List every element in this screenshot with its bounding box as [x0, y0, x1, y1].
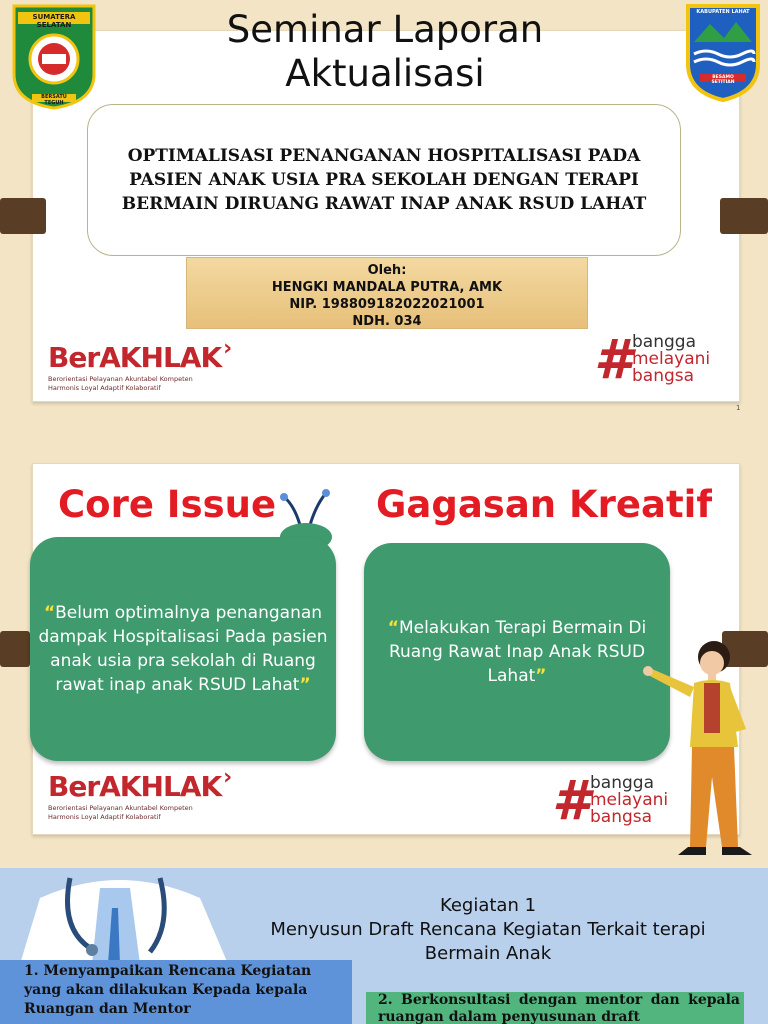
slide-title: Seminar Laporan Aktualisasi: [226, 8, 544, 95]
berakhlak-wordmark: BerAKHLAK: [48, 341, 222, 374]
author-name: HENGKI MANDALA PUTRA, AMK: [271, 280, 503, 295]
sumsel-emblem-logo: [12, 4, 96, 110]
bangga-word-3: bangsa: [590, 807, 653, 827]
author-nip: NIP. 198809182022021001: [289, 297, 485, 312]
doctor-illustration: [0, 868, 240, 964]
author-ndh: NDH. 034: [352, 314, 422, 329]
core-issue-heading: Core Issue: [58, 483, 277, 526]
bangga-melayani-logo: [594, 328, 734, 392]
right-clip: [720, 198, 768, 234]
bangga-word-2: melayani: [590, 790, 669, 810]
page-number: 1: [736, 404, 741, 412]
subtitle-box: [87, 104, 681, 256]
emblem-caption: KABUPATEN LAHAT: [696, 9, 750, 15]
core-issue-card: [30, 537, 336, 761]
step-1-box: 1. Menyampaikan Rencana Kegiatan yang akan dilakukan Kepada kepala Ruangan dan Mentor: [0, 960, 352, 1024]
lahat-emblem-logo: [684, 2, 762, 102]
idea-card: [364, 543, 670, 761]
quote-open: “: [387, 618, 399, 638]
berakhlak-tagline-1: Berorientasi Pelayanan Akuntabel Kompeten: [48, 804, 193, 812]
quote-open: “: [43, 603, 56, 623]
chevron-icon: ›: [223, 336, 232, 361]
emblem-motto: BESAMO SETITIAN: [711, 75, 735, 85]
berakhlak-tagline-2: Harmonis Loyal Adaptif Kolaboratif: [48, 384, 161, 392]
hash-icon: #: [594, 328, 632, 391]
activity-title: [250, 894, 726, 966]
slide-1: [0, 0, 768, 433]
quote-close: ”: [535, 666, 547, 686]
report-subtitle: OPTIMALISASI PENANGANAN HOSPITALISASI PADA PASIEN ANAK USIA PRA SEKOLAH DENGAN TERAPI BERMAIN DIRUANG RAWAT INAP ANAK RSUD LAHAT: [121, 146, 647, 214]
gagasan-heading: Gagasan Kreatif: [376, 483, 713, 526]
left-clip: [0, 631, 30, 667]
berakhlak-wordmark: BerAKHLAK: [48, 770, 222, 803]
berakhlak-logo: [48, 336, 232, 393]
bug-decoration-icon: [276, 485, 336, 545]
slide-2: [0, 433, 768, 868]
step-2-box: 2. Berkonsultasi dengan mentor dan kepala ruangan dalam penyusunan draft: [366, 992, 744, 1024]
activity-number: Kegiatan 1: [439, 895, 537, 916]
author-box: [186, 257, 588, 329]
activity-description: Menyusun Draft Rencana Kegiatan Terkait terapi Bermain Anak: [270, 919, 706, 964]
berakhlak-tagline-1: Berorientasi Pelayanan Akuntabel Kompeten: [48, 375, 193, 383]
chevron-icon: ›: [223, 765, 232, 790]
author-by: Oleh:: [367, 263, 407, 278]
bangga-word-3: bangsa: [632, 366, 695, 386]
berakhlak-logo: [48, 765, 232, 822]
bangga-word-1: bangga: [632, 332, 696, 352]
presenter-woman-illustration: [634, 637, 768, 867]
emblem-motto: BERSATU TEGUH: [41, 94, 67, 106]
bangga-word-1: bangga: [590, 773, 654, 793]
idea-text: Melakukan Terapi Bermain Di Ruang Rawat Inap Anak RSUD Lahat: [388, 618, 647, 686]
bangga-word-2: melayani: [632, 349, 711, 369]
hash-icon: #: [552, 769, 590, 832]
emblem-caption: SUMATERA SELATAN: [32, 13, 76, 29]
berakhlak-tagline-2: Harmonis Loyal Adaptif Kolaboratif: [48, 813, 161, 821]
quote-close: ”: [299, 675, 311, 695]
slide-3: [0, 868, 768, 1024]
core-issue-text: Belum optimalnya penanganan dampak Hospitalisasi Pada pasien anak usia pra sekolah di Ruang rawat inap anak RSUD Lahat: [38, 603, 328, 695]
left-clip: [0, 198, 46, 234]
